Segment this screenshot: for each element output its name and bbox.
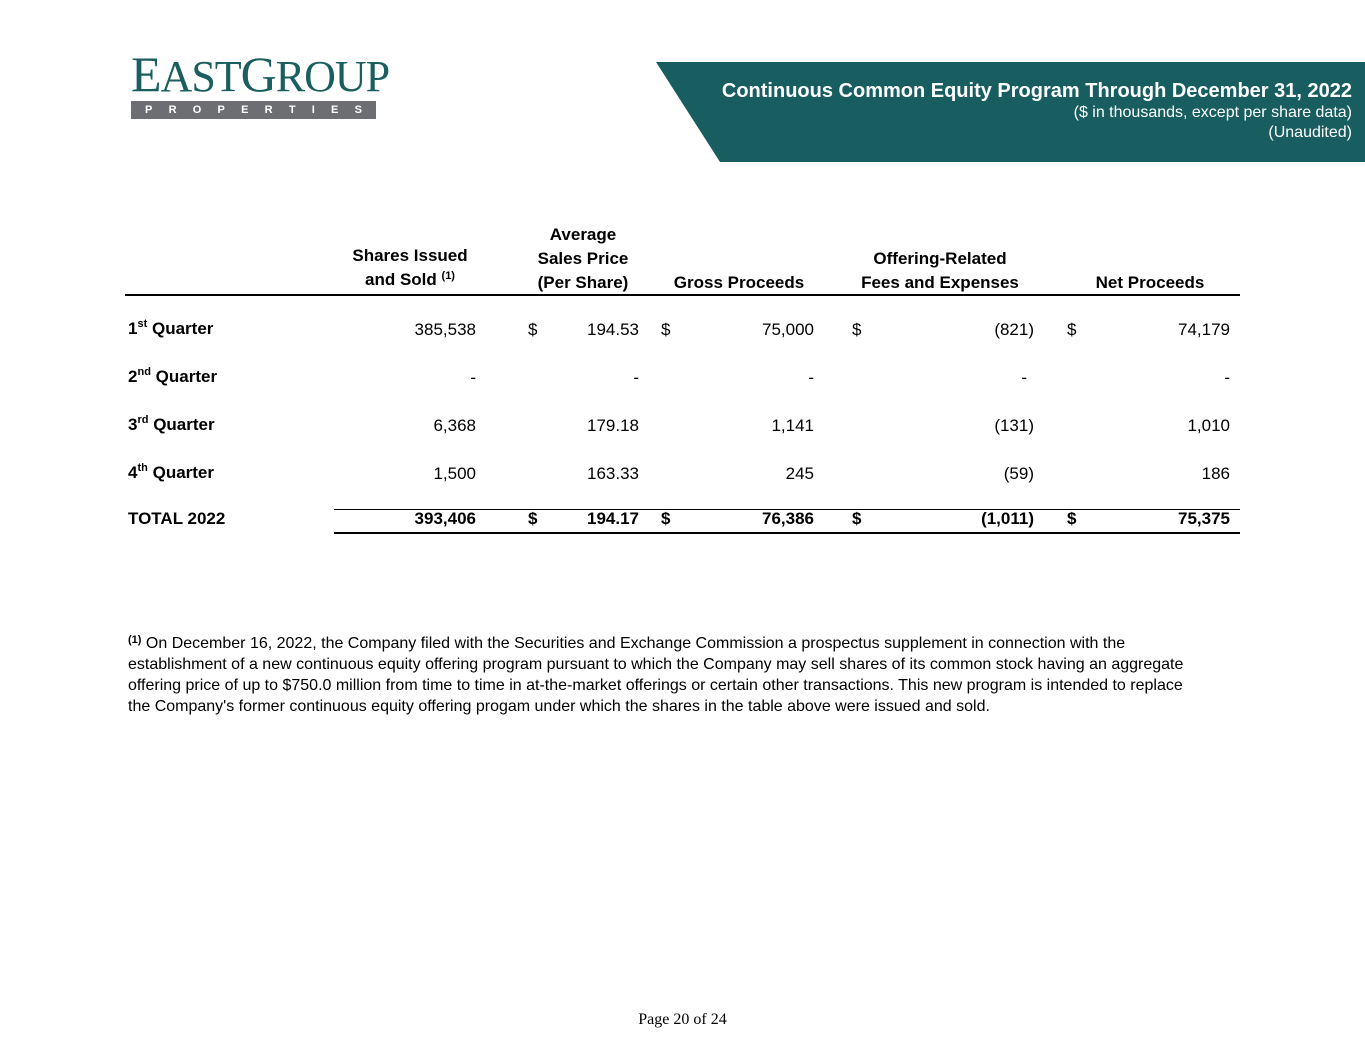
cell-shares: - [470, 368, 476, 387]
page-title: Continuous Common Equity Program Through December 31, 2022 [721, 80, 1352, 102]
footnote-marker: (1) [128, 634, 142, 646]
total-shares: 393,406 [414, 509, 476, 528]
cell-gross: 75,000 [762, 320, 814, 339]
cell-price: 179.18 [587, 416, 639, 435]
footnote-text: On December 16, 2022, the Company filed with the Securities and Exchange Commission a prospectus supplement in connection with the establishment of a new continuous equity offering program pursuant to which the Company may sell shares of its common stock having an aggregate offering price of up to $750.0 million from time to time in at-the-market offerings or certain other transactions. This new program is intended to replace the Company's former continuous equity offering progam under which the shares in the table above were issued and sold. [128, 635, 1184, 715]
dollar-sign: $ [1067, 320, 1077, 339]
row-label: 4th Quarter [128, 462, 215, 482]
header-fees-expenses: Offering-Related Fees and Expenses [861, 249, 1019, 292]
cell-price: 163.33 [587, 464, 639, 483]
total-price: 194.17 [587, 509, 639, 528]
dollar-sign: $ [661, 320, 671, 339]
cell-shares: 1,500 [433, 464, 476, 483]
cell-fees: - [1021, 368, 1027, 387]
total-label: TOTAL 2022 [128, 509, 226, 528]
cell-net: 1,010 [1187, 416, 1230, 435]
footnote-marker: (1) [441, 270, 455, 282]
row-label: 2nd Quarter [128, 366, 218, 386]
unaudited-note: (Unaudited) [1268, 124, 1352, 141]
total-net: 75,375 [1178, 509, 1230, 528]
cell-fees: (59) [1003, 464, 1034, 483]
dollar-sign: $ [852, 320, 862, 339]
dollar-sign: $ [661, 509, 671, 528]
page-subtitle: ($ in thousands, except per share data) [1073, 104, 1352, 121]
header-rule [125, 294, 1240, 296]
dollar-sign: $ [852, 509, 862, 528]
cell-fees: (821) [994, 320, 1034, 339]
cell-price: - [633, 368, 639, 387]
dollar-sign: $ [1067, 509, 1077, 528]
cell-gross: 245 [785, 464, 814, 483]
cell-net: - [1224, 368, 1230, 387]
dollar-sign: $ [528, 320, 538, 339]
cell-net: 74,179 [1178, 320, 1230, 339]
logo-tagline: P R O P E R T I E S [131, 101, 376, 119]
header-net-proceeds: Net Proceeds [1095, 273, 1205, 292]
total-bottom-rule [334, 532, 1240, 534]
cell-fees: (131) [994, 416, 1034, 435]
total-gross: 76,386 [762, 509, 814, 528]
dollar-sign: $ [528, 509, 538, 528]
eastgroup-logo [131, 46, 390, 119]
cell-shares: 385,538 [414, 320, 476, 339]
logo-wordmark: EASTGROUP [131, 46, 390, 102]
row-label: 3rd Quarter [128, 414, 215, 434]
title-banner [656, 62, 1365, 162]
row-label: 1st Quarter [128, 318, 214, 338]
cell-price: 194.53 [587, 320, 639, 339]
page-number: Page 20 of 24 [638, 1011, 727, 1028]
total-fees: (1,011) [981, 509, 1034, 528]
header-average-price: Average Sales Price (Per Share) [537, 225, 629, 292]
header-shares-issued: Shares Issued and Sold $^{(1)}$ [352, 246, 468, 289]
cell-net: 186 [1201, 464, 1230, 483]
footnote [128, 633, 1208, 717]
cell-shares: 6,368 [433, 416, 476, 435]
cell-gross: 1,141 [771, 416, 814, 435]
cell-gross: - [808, 368, 814, 387]
header-gross-proceeds: Gross Proceeds [673, 273, 805, 292]
